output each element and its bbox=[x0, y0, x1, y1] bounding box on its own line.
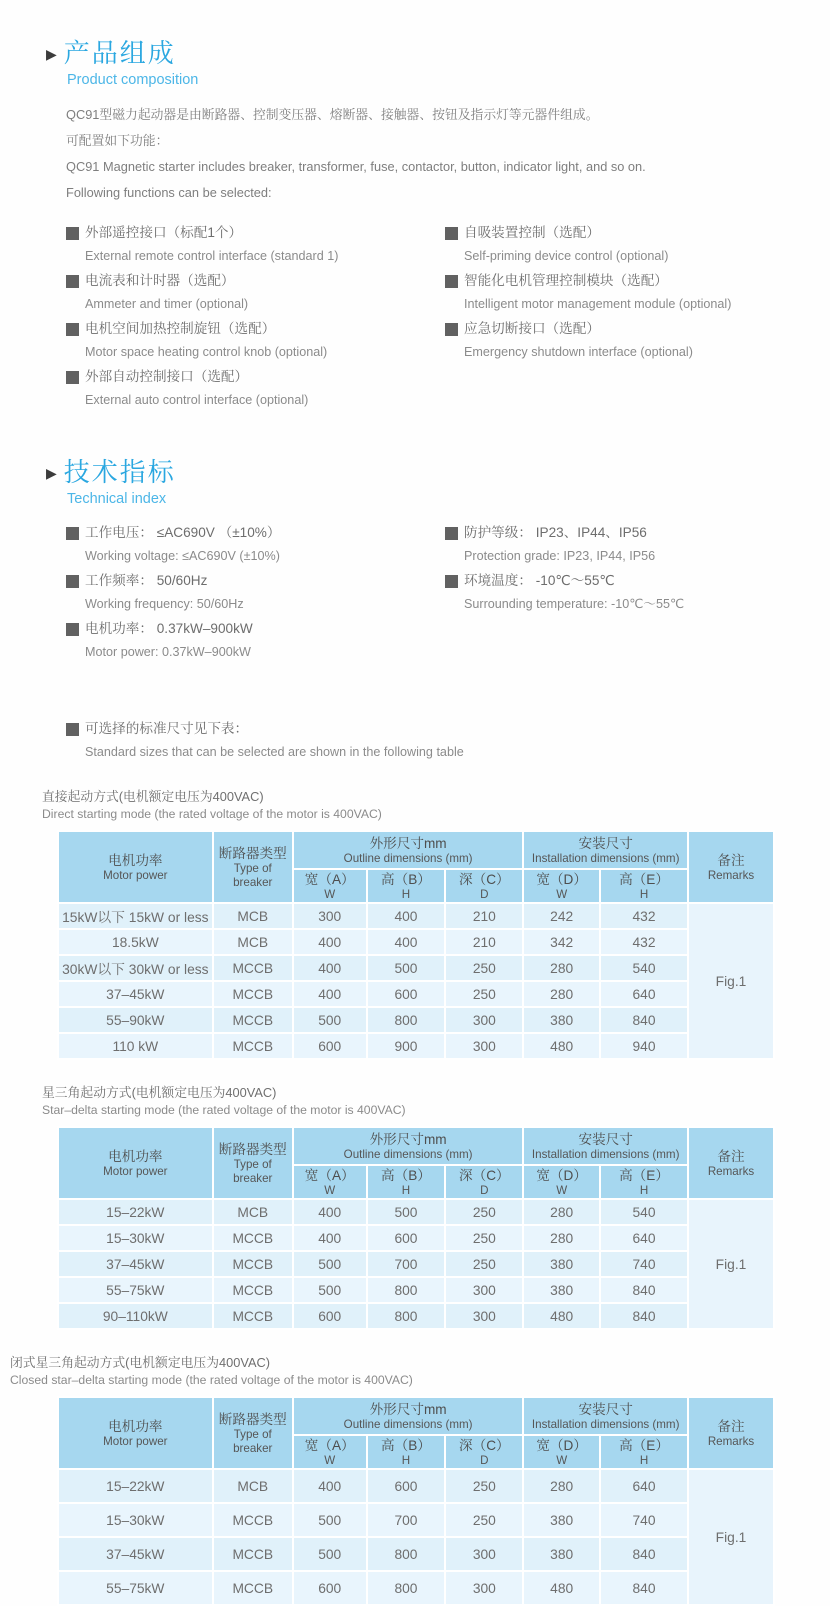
cell-motor-power: 30kW以下 30kW or less bbox=[58, 955, 213, 981]
cell-dimension: 250 bbox=[445, 1199, 523, 1225]
feature-column-left bbox=[66, 221, 445, 413]
cell-dimension: 600 bbox=[293, 1303, 367, 1329]
cell-dimension: 500 bbox=[293, 1277, 367, 1303]
square-bullet-icon bbox=[66, 527, 79, 540]
cell-dimension: 380 bbox=[523, 1503, 600, 1537]
list-item bbox=[66, 617, 445, 664]
table-row bbox=[58, 981, 774, 1007]
cell-dimension: 280 bbox=[523, 1469, 600, 1503]
table-row bbox=[58, 1571, 774, 1605]
spec-column-left bbox=[66, 521, 445, 665]
table-row bbox=[58, 1251, 774, 1277]
item-label-zh: 工作频率： 50/60Hz bbox=[85, 573, 208, 589]
cell-breaker-type: MCCB bbox=[213, 1537, 293, 1571]
table-caption-zh: 星三角起动方式(电机额定电压为400VAC) bbox=[42, 1085, 277, 1101]
col-header-breaker-type: 断路器类型 Type of breaker bbox=[213, 831, 293, 903]
section-arrow-icon: ▶ bbox=[46, 464, 57, 481]
cell-dimension: 840 bbox=[600, 1537, 688, 1571]
cell-motor-power: 90–110kW bbox=[58, 1303, 213, 1329]
spec-table-star-delta bbox=[57, 1126, 775, 1330]
cell-dimension: 840 bbox=[600, 1277, 688, 1303]
cell-dimension: 800 bbox=[367, 1571, 446, 1605]
cell-breaker-type: MCCB bbox=[213, 1033, 293, 1059]
item-label-zh: 外部自动控制接口（选配） bbox=[85, 369, 249, 385]
cell-remark: Fig.1 bbox=[688, 1469, 774, 1605]
cell-dimension: 300 bbox=[445, 1277, 523, 1303]
col-header-height-b: 高（B） H bbox=[367, 1165, 446, 1199]
cell-dimension: 600 bbox=[367, 1225, 446, 1251]
cell-dimension: 300 bbox=[445, 1571, 523, 1605]
table-row bbox=[58, 1033, 774, 1059]
cell-dimension: 500 bbox=[367, 1199, 446, 1225]
cell-dimension: 500 bbox=[367, 955, 446, 981]
cell-remark: Fig.1 bbox=[688, 1199, 774, 1329]
item-label-zh: 工作电压： ≤AC690V （±10%） bbox=[85, 525, 281, 541]
list-item bbox=[66, 317, 445, 364]
cell-motor-power: 55–75kW bbox=[58, 1277, 213, 1303]
col-header-remarks: 备注 Remarks bbox=[688, 831, 774, 903]
table-row bbox=[58, 1503, 774, 1537]
cell-dimension: 480 bbox=[523, 1033, 600, 1059]
list-item bbox=[66, 569, 445, 616]
col-header-height-e: 高（E） H bbox=[600, 1435, 688, 1469]
list-item bbox=[445, 317, 830, 364]
square-bullet-icon bbox=[445, 323, 458, 336]
table-row bbox=[58, 929, 774, 955]
item-label-en: Motor power: 0.37kW–900kW bbox=[85, 645, 251, 660]
item-label-zh: 电机空间加热控制旋钮（选配） bbox=[85, 321, 276, 337]
col-header-width-d: 宽（D） W bbox=[523, 1435, 600, 1469]
cell-dimension: 500 bbox=[293, 1007, 367, 1033]
col-header-width-d: 宽（D） W bbox=[523, 1165, 600, 1199]
cell-dimension: 480 bbox=[523, 1571, 600, 1605]
item-label-en: Emergency shutdown interface (optional) bbox=[464, 345, 693, 360]
col-header-height-e: 高（E） H bbox=[600, 869, 688, 903]
group-header-installation-dimensions: 安装尺寸 Installation dimensions (mm) bbox=[523, 1397, 688, 1435]
cell-dimension: 250 bbox=[445, 981, 523, 1007]
group-header-outline-dimensions: 外形尺寸mm Outline dimensions (mm) bbox=[293, 831, 524, 869]
item-label-en: Self-priming device control (optional) bbox=[464, 249, 669, 264]
col-header-depth-c: 深（C） D bbox=[445, 1165, 523, 1199]
cell-dimension: 400 bbox=[293, 1225, 367, 1251]
item-label-en: Protection grade: IP23, IP44, IP56 bbox=[464, 549, 656, 564]
square-bullet-icon bbox=[445, 575, 458, 588]
table-block-star-delta bbox=[0, 1084, 830, 1330]
cell-dimension: 432 bbox=[600, 929, 688, 955]
cell-motor-power: 37–45kW bbox=[58, 1251, 213, 1277]
square-bullet-icon bbox=[445, 527, 458, 540]
cell-dimension: 280 bbox=[523, 1225, 600, 1251]
cell-dimension: 640 bbox=[600, 1225, 688, 1251]
cell-dimension: 210 bbox=[445, 903, 523, 929]
cell-motor-power: 55–90kW bbox=[58, 1007, 213, 1033]
cell-dimension: 940 bbox=[600, 1033, 688, 1059]
section-technical-index-header bbox=[46, 457, 830, 507]
cell-dimension: 400 bbox=[293, 929, 367, 955]
cell-dimension: 800 bbox=[367, 1007, 446, 1033]
cell-dimension: 500 bbox=[293, 1503, 367, 1537]
cell-dimension: 400 bbox=[293, 1199, 367, 1225]
cell-breaker-type: MCCB bbox=[213, 981, 293, 1007]
cell-motor-power: 37–45kW bbox=[58, 981, 213, 1007]
cell-dimension: 480 bbox=[523, 1303, 600, 1329]
col-header-motor-power: 电机功率 Motor power bbox=[58, 1397, 213, 1469]
intro-paragraph: QC91 Magnetic starter includes breaker, transformer, fuse, contactor, button, indicator light, and so on. bbox=[66, 159, 646, 175]
list-item bbox=[445, 269, 830, 316]
cell-dimension: 800 bbox=[367, 1277, 446, 1303]
item-label-zh: 自吸装置控制（选配） bbox=[464, 225, 600, 241]
cell-motor-power: 37–45kW bbox=[58, 1537, 213, 1571]
cell-dimension: 800 bbox=[367, 1537, 446, 1571]
col-header-depth-c: 深（C） D bbox=[445, 1435, 523, 1469]
table-caption-zh: 闭式星三角起动方式(电机额定电压为400VAC) bbox=[10, 1355, 270, 1371]
cell-dimension: 380 bbox=[523, 1251, 600, 1277]
col-header-width-a: 宽（A） W bbox=[293, 1165, 367, 1199]
square-bullet-icon bbox=[66, 623, 79, 636]
cell-dimension: 380 bbox=[523, 1007, 600, 1033]
cell-motor-power: 110 kW bbox=[58, 1033, 213, 1059]
table-caption-en: Star–delta starting mode (the rated voltage of the motor is 400VAC) bbox=[42, 1103, 406, 1118]
cell-breaker-type: MCB bbox=[213, 903, 293, 929]
note-label-zh: 可选择的标准尺寸见下表： bbox=[85, 721, 249, 737]
cell-motor-power: 15–30kW bbox=[58, 1503, 213, 1537]
col-header-remarks: 备注 Remarks bbox=[688, 1397, 774, 1469]
cell-motor-power: 55–75kW bbox=[58, 1571, 213, 1605]
cell-dimension: 500 bbox=[293, 1251, 367, 1277]
square-bullet-icon bbox=[66, 723, 79, 736]
col-header-breaker-type: 断路器类型 Type of breaker bbox=[213, 1127, 293, 1199]
item-label-zh: 电机功率： 0.37kW–900kW bbox=[85, 621, 253, 637]
cell-dimension: 700 bbox=[367, 1503, 446, 1537]
cell-breaker-type: MCB bbox=[213, 929, 293, 955]
feature-column-right bbox=[445, 221, 830, 413]
section-title-zh: 产品组成 bbox=[63, 38, 176, 68]
cell-dimension: 400 bbox=[367, 929, 446, 955]
cell-breaker-type: MCCB bbox=[213, 1251, 293, 1277]
item-label-en: Intelligent motor management module (optional) bbox=[464, 297, 732, 312]
cell-breaker-type: MCB bbox=[213, 1469, 293, 1503]
spec-columns bbox=[66, 521, 830, 665]
cell-dimension: 280 bbox=[523, 981, 600, 1007]
square-bullet-icon bbox=[66, 575, 79, 588]
item-label-zh: 应急切断接口（选配） bbox=[464, 321, 600, 337]
cell-dimension: 380 bbox=[523, 1537, 600, 1571]
col-header-motor-power: 电机功率 Motor power bbox=[58, 1127, 213, 1199]
cell-dimension: 540 bbox=[600, 1199, 688, 1225]
table-row bbox=[58, 1277, 774, 1303]
cell-breaker-type: MCCB bbox=[213, 1277, 293, 1303]
cell-dimension: 250 bbox=[445, 1251, 523, 1277]
spec-table-closed-star-delta bbox=[57, 1396, 775, 1606]
cell-dimension: 800 bbox=[367, 1303, 446, 1329]
item-label-zh: 智能化电机管理控制模块（选配） bbox=[464, 273, 668, 289]
section-arrow-icon: ▶ bbox=[46, 45, 57, 62]
cell-dimension: 540 bbox=[600, 955, 688, 981]
item-label-en: Working frequency: 50/60Hz bbox=[85, 597, 244, 612]
item-label-en: Motor space heating control knob (optional) bbox=[85, 345, 328, 360]
cell-dimension: 840 bbox=[600, 1303, 688, 1329]
cell-dimension: 640 bbox=[600, 981, 688, 1007]
cell-motor-power: 15kW以下 15kW or less bbox=[58, 903, 213, 929]
cell-motor-power: 15–30kW bbox=[58, 1225, 213, 1251]
cell-dimension: 640 bbox=[600, 1469, 688, 1503]
cell-dimension: 342 bbox=[523, 929, 600, 955]
list-item bbox=[66, 269, 445, 316]
col-header-width-a: 宽（A） W bbox=[293, 1435, 367, 1469]
cell-dimension: 250 bbox=[445, 955, 523, 981]
cell-breaker-type: MCCB bbox=[213, 955, 293, 981]
cell-breaker-type: MCB bbox=[213, 1199, 293, 1225]
col-header-width-d: 宽（D） W bbox=[523, 869, 600, 903]
list-item bbox=[66, 521, 445, 568]
intro-paragraph: 可配置如下功能： bbox=[66, 133, 169, 149]
cell-dimension: 280 bbox=[523, 955, 600, 981]
cell-dimension: 300 bbox=[445, 1537, 523, 1571]
item-label-zh: 环境温度： -10℃～55℃ bbox=[464, 573, 615, 589]
spec-table-direct-starting bbox=[57, 830, 775, 1060]
table-block-closed-star-delta bbox=[0, 1354, 830, 1606]
cell-dimension: 250 bbox=[445, 1225, 523, 1251]
cell-motor-power: 18.5kW bbox=[58, 929, 213, 955]
square-bullet-icon bbox=[66, 275, 79, 288]
spec-column-right bbox=[445, 521, 830, 665]
table-caption-zh: 直接起动方式(电机额定电压为400VAC) bbox=[42, 789, 264, 805]
section-title-zh: 技术指标 bbox=[63, 457, 176, 488]
cell-motor-power: 15–22kW bbox=[58, 1199, 213, 1225]
col-header-height-b: 高（B） H bbox=[367, 869, 446, 903]
table-row bbox=[58, 1537, 774, 1571]
cell-breaker-type: MCCB bbox=[213, 1571, 293, 1605]
cell-dimension: 250 bbox=[445, 1503, 523, 1537]
col-header-breaker-type: 断路器类型 Type of breaker bbox=[213, 1397, 293, 1469]
table-caption-en: Direct starting mode (the rated voltage of the motor is 400VAC) bbox=[42, 807, 382, 822]
cell-dimension: 740 bbox=[600, 1251, 688, 1277]
group-header-installation-dimensions: 安装尺寸 Installation dimensions (mm) bbox=[523, 831, 688, 869]
cell-dimension: 600 bbox=[293, 1571, 367, 1605]
cell-dimension: 400 bbox=[367, 903, 446, 929]
cell-breaker-type: MCCB bbox=[213, 1007, 293, 1033]
square-bullet-icon bbox=[445, 275, 458, 288]
square-bullet-icon bbox=[66, 227, 79, 240]
cell-dimension: 600 bbox=[293, 1033, 367, 1059]
cell-dimension: 600 bbox=[367, 1469, 446, 1503]
table-caption-en: Closed star–delta starting mode (the rated voltage of the motor is 400VAC) bbox=[10, 1373, 413, 1388]
cell-dimension: 840 bbox=[600, 1007, 688, 1033]
table-row bbox=[58, 1199, 774, 1225]
table-row bbox=[58, 955, 774, 981]
group-header-outline-dimensions: 外形尺寸mm Outline dimensions (mm) bbox=[293, 1127, 524, 1165]
cell-dimension: 380 bbox=[523, 1277, 600, 1303]
item-label-zh: 防护等级： IP23、IP44、IP56 bbox=[464, 525, 647, 541]
cell-dimension: 432 bbox=[600, 903, 688, 929]
table-row bbox=[58, 1469, 774, 1503]
cell-dimension: 400 bbox=[293, 1469, 367, 1503]
square-bullet-icon bbox=[66, 371, 79, 384]
cell-dimension: 250 bbox=[445, 1469, 523, 1503]
col-header-width-a: 宽（A） W bbox=[293, 869, 367, 903]
col-header-height-b: 高（B） H bbox=[367, 1435, 446, 1469]
cell-dimension: 740 bbox=[600, 1503, 688, 1537]
item-label-en: External auto control interface (optional) bbox=[85, 393, 309, 408]
table-block-direct-starting bbox=[0, 788, 830, 1060]
table-row bbox=[58, 1225, 774, 1251]
cell-dimension: 840 bbox=[600, 1571, 688, 1605]
note-label-en: Standard sizes that can be selected are shown in the following table bbox=[85, 745, 464, 760]
cell-dimension: 300 bbox=[445, 1033, 523, 1059]
cell-dimension: 300 bbox=[445, 1303, 523, 1329]
section-product-composition-header bbox=[46, 38, 830, 88]
cell-dimension: 400 bbox=[293, 981, 367, 1007]
product-intro bbox=[66, 102, 830, 205]
item-label-en: Working voltage: ≤AC690V (±10%) bbox=[85, 549, 280, 564]
col-header-height-e: 高（E） H bbox=[600, 1165, 688, 1199]
cell-dimension: 242 bbox=[523, 903, 600, 929]
item-label-zh: 外部遥控接口（标配1个） bbox=[85, 225, 243, 241]
table-row bbox=[58, 1007, 774, 1033]
col-header-depth-c: 深（C） D bbox=[445, 869, 523, 903]
cell-dimension: 400 bbox=[293, 955, 367, 981]
square-bullet-icon bbox=[445, 227, 458, 240]
square-bullet-icon bbox=[66, 323, 79, 336]
item-label-en: Ammeter and timer (optional) bbox=[85, 297, 249, 312]
item-label-en: Surrounding temperature: -10℃～55℃ bbox=[464, 597, 685, 612]
table-row bbox=[58, 1303, 774, 1329]
table-row bbox=[58, 903, 774, 929]
cell-dimension: 300 bbox=[445, 1007, 523, 1033]
list-item bbox=[66, 221, 445, 268]
cell-motor-power: 15–22kW bbox=[58, 1469, 213, 1503]
col-header-remarks: 备注 Remarks bbox=[688, 1127, 774, 1199]
item-label-zh: 电流表和计时器（选配） bbox=[85, 273, 235, 289]
list-item bbox=[66, 365, 445, 412]
cell-breaker-type: MCCB bbox=[213, 1503, 293, 1537]
group-header-installation-dimensions: 安装尺寸 Installation dimensions (mm) bbox=[523, 1127, 688, 1165]
list-item bbox=[445, 221, 830, 268]
standard-sizes-note bbox=[66, 717, 830, 764]
cell-dimension: 500 bbox=[293, 1537, 367, 1571]
intro-paragraph: Following functions can be selected: bbox=[66, 185, 272, 201]
col-header-motor-power: 电机功率 Motor power bbox=[58, 831, 213, 903]
section-title-en: Technical index bbox=[67, 491, 167, 508]
section-title-en: Product composition bbox=[67, 72, 199, 89]
cell-dimension: 300 bbox=[293, 903, 367, 929]
feature-columns bbox=[66, 221, 830, 413]
cell-breaker-type: MCCB bbox=[213, 1225, 293, 1251]
cell-breaker-type: MCCB bbox=[213, 1303, 293, 1329]
list-item bbox=[445, 569, 830, 616]
group-header-outline-dimensions: 外形尺寸mm Outline dimensions (mm) bbox=[293, 1397, 524, 1435]
list-item bbox=[445, 521, 830, 568]
cell-dimension: 700 bbox=[367, 1251, 446, 1277]
intro-paragraph: QC91型磁力起动器是由断路器、控制变压器、熔断器、接触器、按钮及指示灯等元器件组成。 bbox=[66, 107, 599, 123]
cell-dimension: 600 bbox=[367, 981, 446, 1007]
cell-dimension: 210 bbox=[445, 929, 523, 955]
cell-dimension: 280 bbox=[523, 1199, 600, 1225]
item-label-en: External remote control interface (standard 1) bbox=[85, 249, 339, 264]
cell-dimension: 900 bbox=[367, 1033, 446, 1059]
cell-remark: Fig.1 bbox=[688, 903, 774, 1059]
